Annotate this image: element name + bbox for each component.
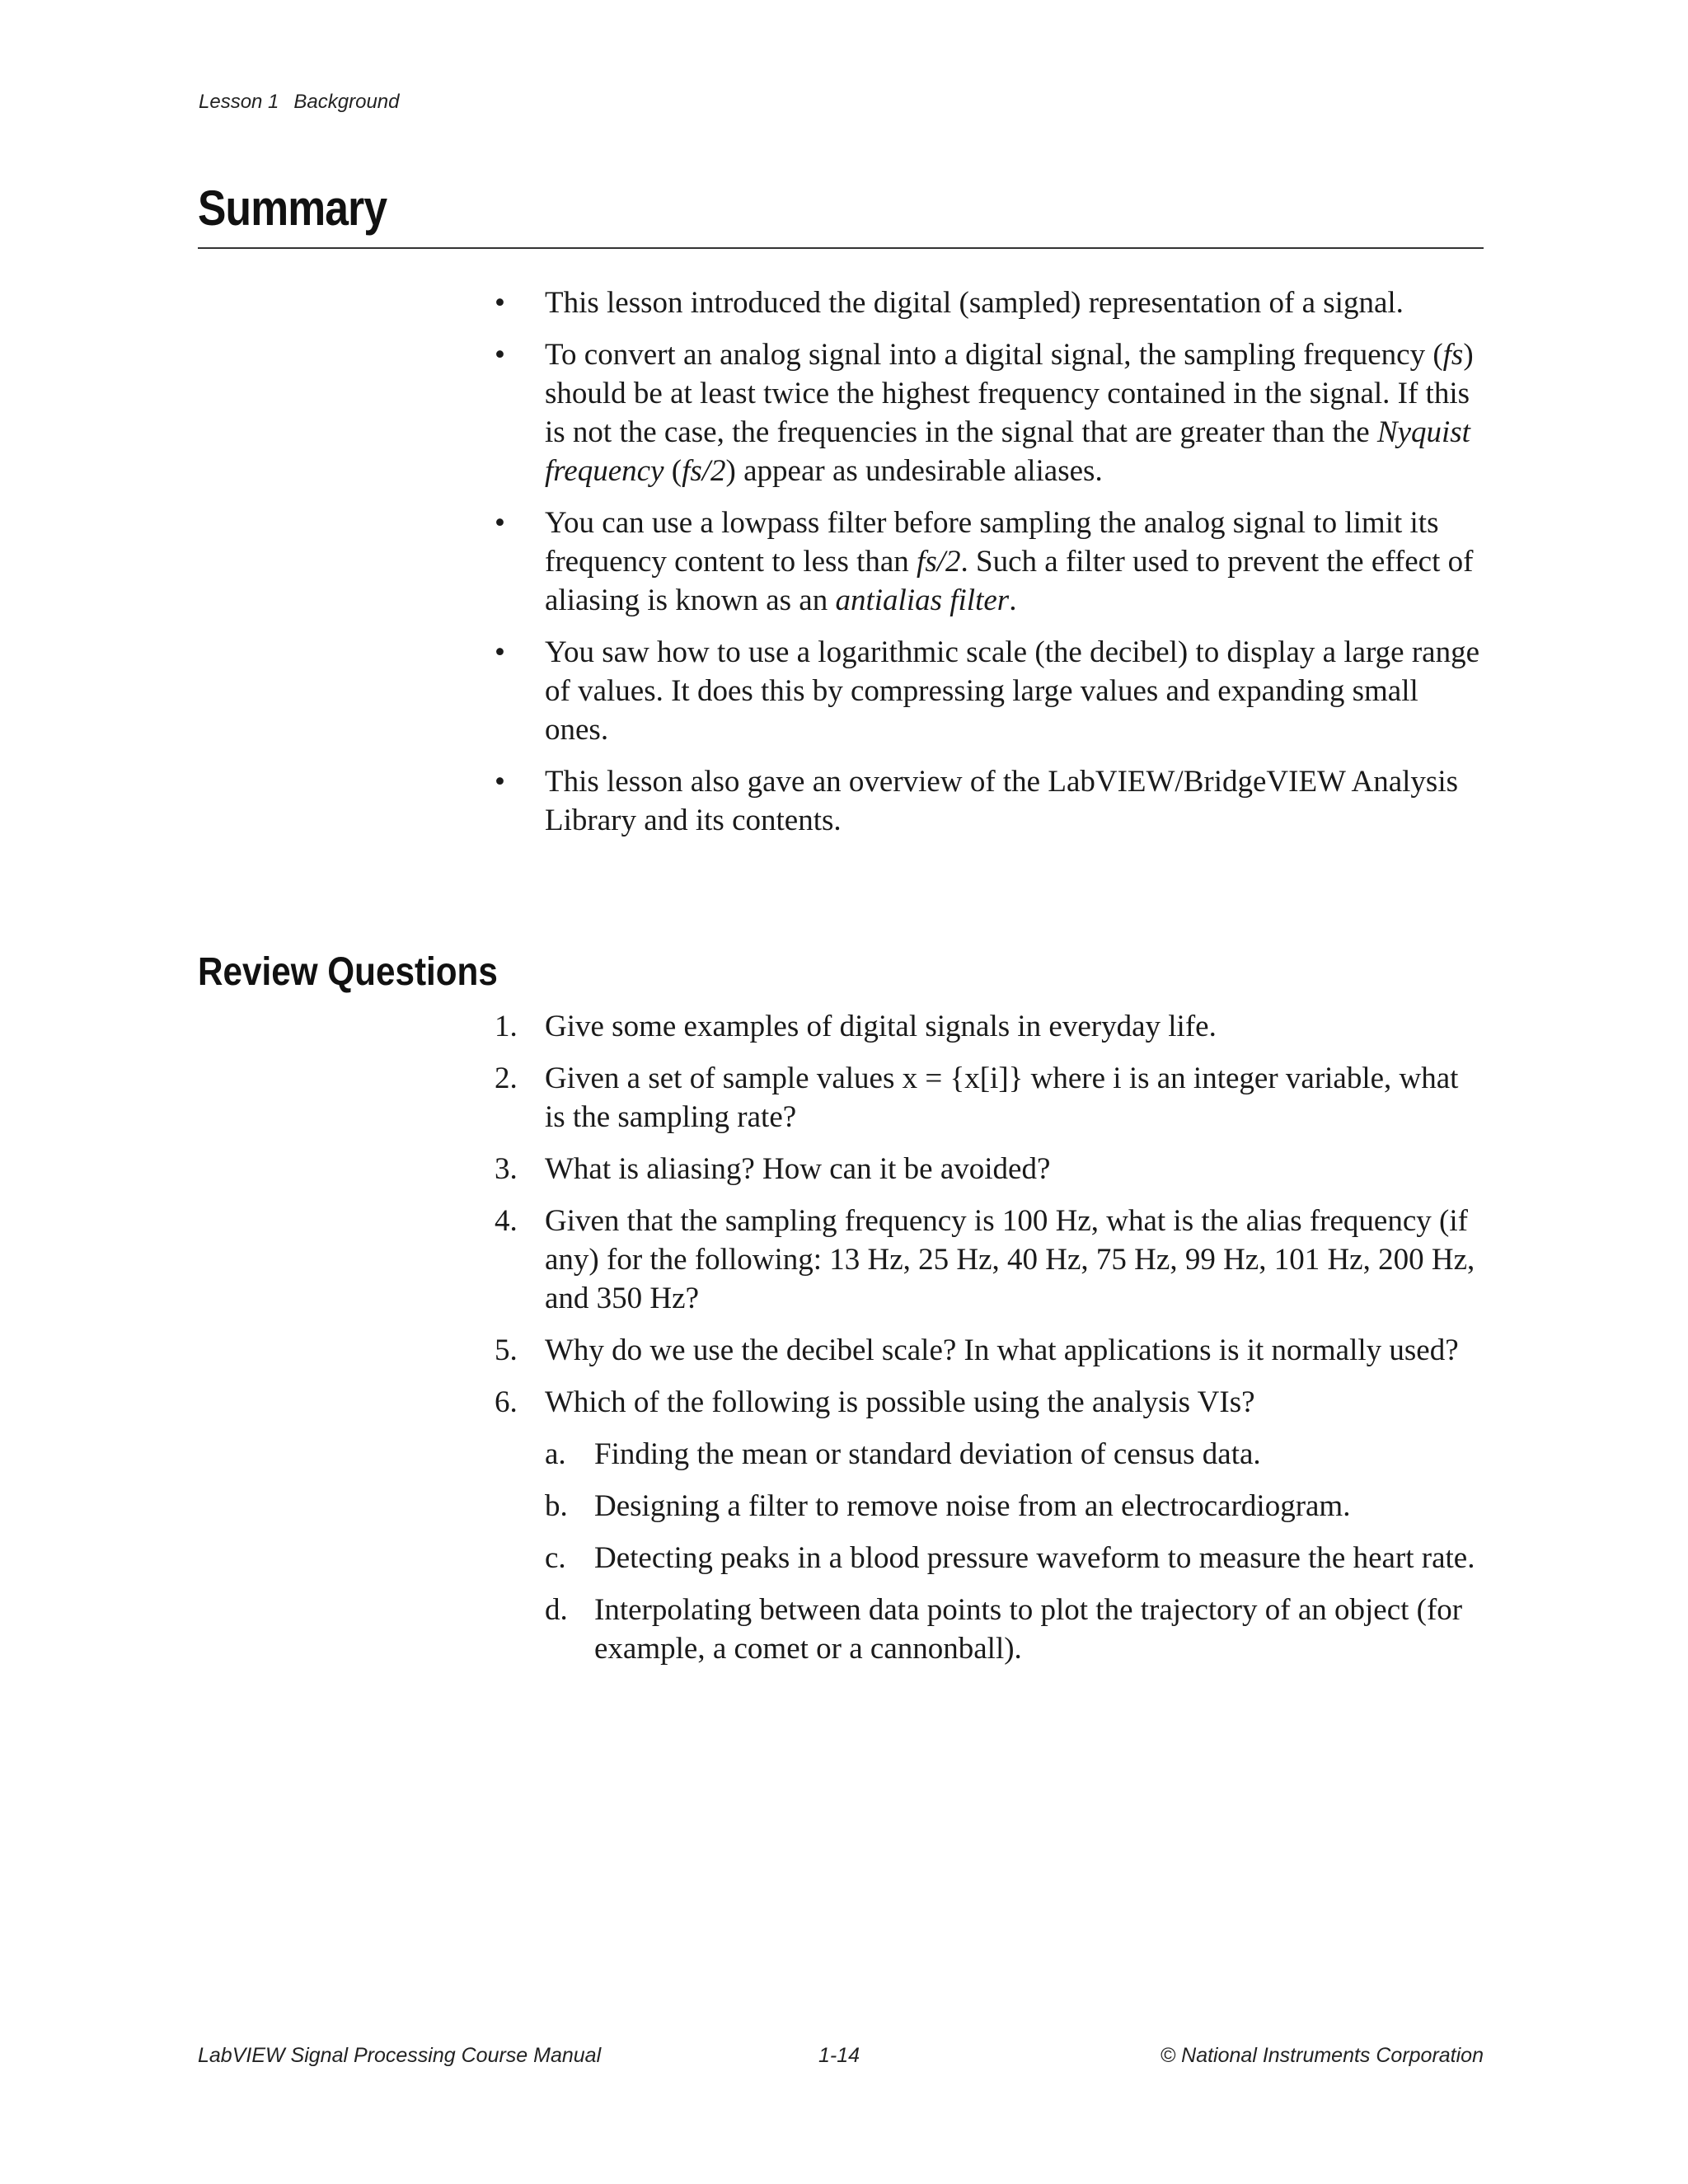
question-text: Why do we use the decibel scale? In what applications is it normally used?	[545, 1333, 1459, 1367]
review-question	[495, 1331, 1484, 1370]
question-text: What is aliasing? How can it be avoided?	[545, 1152, 1051, 1186]
question-option	[545, 1487, 1484, 1526]
summary-bullet	[495, 504, 1484, 620]
review-question	[495, 1007, 1484, 1046]
review-question	[495, 1202, 1484, 1318]
question-text: Given a set of sample values x = {x[i]} where i is an integer variable, what is the sampling rate?	[545, 1062, 1459, 1134]
header-section: Background	[293, 91, 400, 113]
summary-bullet-text: You saw how to use a logarithmic scale (the decibel) to display a large range of values. It does this by compressing large values and expanding small ones.	[545, 635, 1480, 747]
question-text: Give some examples of digital signals in everyday life.	[545, 1010, 1217, 1043]
option-text: Designing a filter to remove noise from an electrocardiogram.	[594, 1489, 1351, 1523]
question-number: 6.	[495, 1385, 518, 1419]
option-letter: c.	[545, 1541, 566, 1575]
footer-copyright: © National Instruments Corporation	[1160, 2044, 1484, 2067]
heading-rule	[198, 247, 1484, 249]
summary-bullet	[495, 762, 1484, 840]
page-header	[199, 91, 400, 114]
review-questions-heading: Review Questions	[198, 950, 498, 994]
review-question-list	[495, 1007, 1484, 1681]
header-lesson: Lesson 1	[199, 91, 279, 113]
review-question	[495, 1383, 1484, 1668]
bullet-icon: •	[495, 338, 505, 372]
question-6-options	[545, 1435, 1484, 1668]
question-number: 1.	[495, 1010, 518, 1043]
review-question	[495, 1059, 1484, 1137]
question-option	[545, 1591, 1484, 1668]
option-text: Interpolating between data points to plot the trajectory of an object (for example, a comet or a cannonball).	[594, 1593, 1463, 1666]
question-text: Given that the sampling frequency is 100 Hz, what is the alias frequency (if any) for the following: 13 Hz, 25 Hz, 40 Hz, 75 Hz, 99 Hz, 101 Hz, 200 Hz, and 350 Hz?	[545, 1204, 1475, 1315]
question-number: 3.	[495, 1152, 518, 1186]
option-letter: d.	[545, 1593, 568, 1627]
option-text: Finding the mean or standard deviation of census data.	[594, 1437, 1261, 1471]
question-number: 4.	[495, 1204, 518, 1238]
option-letter: a.	[545, 1437, 566, 1471]
question-option	[545, 1539, 1484, 1577]
question-number: 5.	[495, 1333, 518, 1367]
summary-bullet-text: To convert an analog signal into a digital signal, the sampling frequency (fs) should be at least twice the highest frequency contained in the signal. If this is not the case, the frequencies in the signal that are greater than the Nyquist frequency (fs/2) appear as undesirable aliases.	[545, 338, 1474, 488]
bullet-icon: •	[495, 286, 505, 320]
bullet-icon: •	[495, 765, 505, 799]
option-letter: b.	[545, 1489, 568, 1523]
summary-bullet-list	[495, 284, 1484, 853]
question-number: 2.	[495, 1062, 518, 1095]
summary-bullet-text: This lesson introduced the digital (sampled) representation of a signal.	[545, 286, 1404, 320]
footer-manual-title: LabVIEW Signal Processing Course Manual	[198, 2044, 602, 2067]
question-option	[545, 1435, 1484, 1474]
review-question	[495, 1150, 1484, 1188]
summary-bullet	[495, 633, 1484, 749]
question-text: Which of the following is possible using the analysis VIs?	[545, 1385, 1255, 1419]
bullet-icon: •	[495, 635, 505, 669]
option-text: Detecting peaks in a blood pressure waveform to measure the heart rate.	[594, 1541, 1475, 1575]
summary-heading: Summary	[198, 180, 387, 236]
summary-bullet-text: You can use a lowpass filter before sampling the analog signal to limit its frequency content to less than fs/2. Such a filter used to prevent the effect of aliasing is known as an antialias filter.	[545, 506, 1474, 617]
summary-bullet	[495, 284, 1484, 322]
footer-page-number: 1-14	[818, 2044, 860, 2067]
summary-bullet	[495, 335, 1484, 490]
summary-bullet-text: This lesson also gave an overview of the LabVIEW/BridgeVIEW Analysis Library and its contents.	[545, 765, 1459, 837]
bullet-icon: •	[495, 506, 505, 540]
